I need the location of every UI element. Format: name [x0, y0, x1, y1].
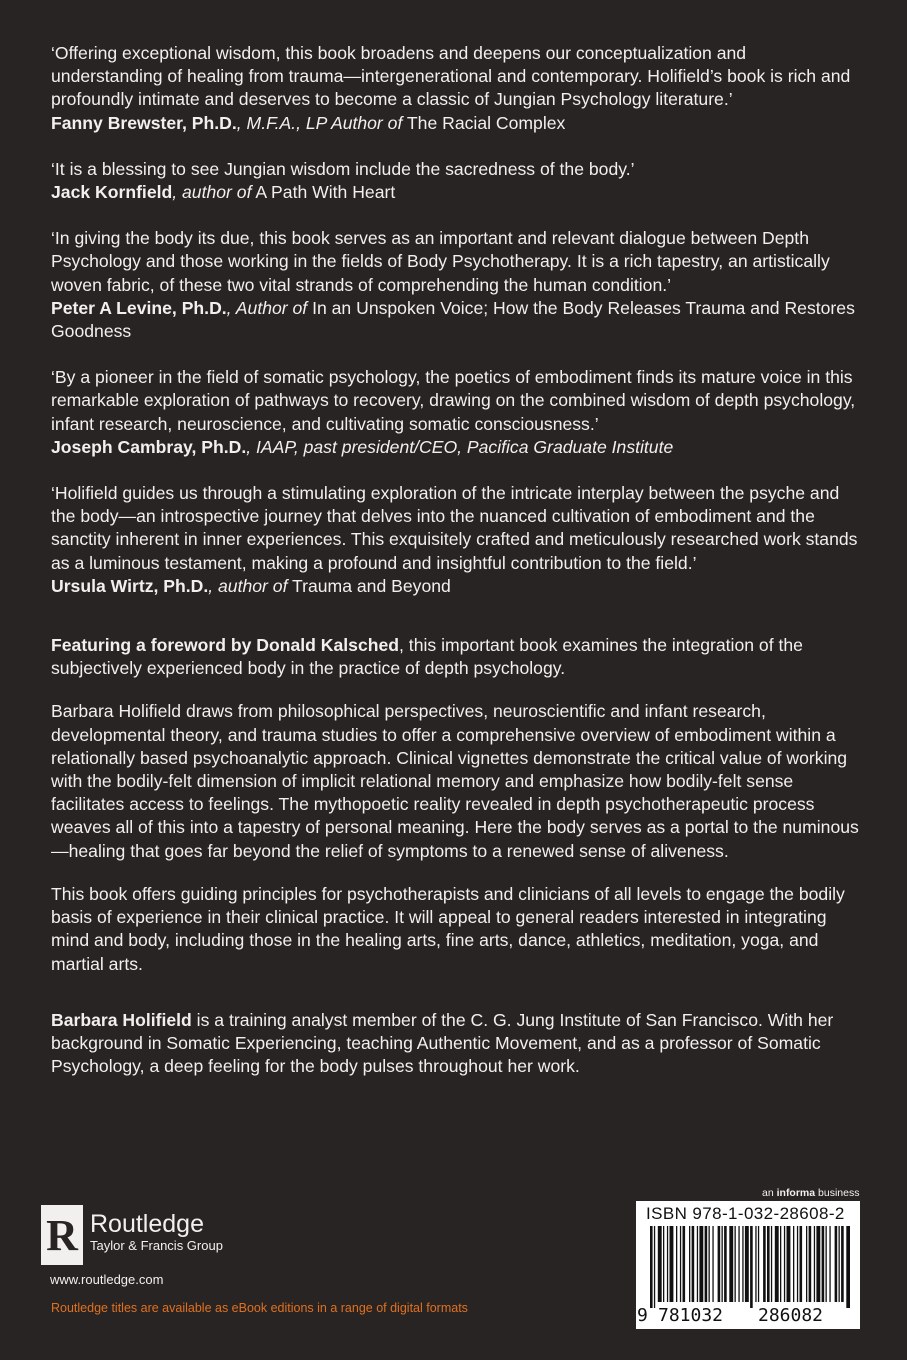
barcode-bar [846, 1226, 850, 1308]
barcode-bar [745, 1226, 749, 1302]
endorsement-quote: ‘In giving the body its due, this book serves as an important and relevant dialogue between Depth Psychology and those working in the fields of Body Psychotherapy. It is a rich tapestry, an artistically woven fabric, of these two vital strands of comprehending the human condition.’ [51, 228, 830, 295]
informa-suffix: business [815, 1187, 860, 1199]
endorser-role: , author of [172, 182, 252, 203]
barcode-bar [729, 1226, 733, 1302]
endorsement-quote: ‘Offering exceptional wisdom, this book broadens and deepens our conceptualization and understanding of healing from trauma—intergenerational and contemporary. Holifield’s book is rich and profoundly intimate and deserves to become a classic of Jungian Psychology literature.’ [51, 43, 851, 110]
barcode-bar [816, 1226, 820, 1302]
barcode-bar [709, 1226, 710, 1302]
informa-word: informa [776, 1187, 816, 1199]
endorsement-attribution [51, 436, 861, 459]
foreword-note: Featuring a foreword by Donald Kalsched [51, 635, 400, 656]
ebook-note: Routledge titles are available as eBook editions in a range of digital formats [51, 1301, 468, 1315]
barcode-bar [841, 1226, 844, 1302]
barcode-bar [814, 1226, 815, 1302]
barcode-bar [654, 1226, 655, 1308]
endorsement-quote: ‘By a pioneer in the field of somatic psychology, the poetics of embodiment finds its mature voice in this remarkable exploration of pathways to recovery, drawing on the combined wisdom of depth psychology, infant research, neuroscience, and cultivating somatic consciousness.’ [51, 367, 856, 434]
barcode-bar [699, 1226, 703, 1302]
barcode-bar [705, 1226, 708, 1302]
description-audience: This book offers guiding principles for psychotherapists and clinicians of all levels to engage the bodily basis of experience in their clinical practice. It will appeal to general readers interested in integrating mind and body, including those in the healing arts, fine arts, dance, athletics, meditation, yoga, and martial arts. [51, 883, 845, 974]
endorsement-attribution [51, 181, 861, 204]
barcode-bar [767, 1226, 770, 1302]
barcode-bar [670, 1226, 674, 1302]
author-bio-text: is a training analyst member of the C. G. Jung Institute of San Francisco. With her background in Somatic Experiencing, teaching Authentic Movement, and as a professor of Somatic Psychology, a deep feeling for the body pulses throughout her work. [51, 1009, 834, 1077]
barcode-bar [763, 1226, 766, 1302]
publisher-url: www.routledge.com [50, 1272, 164, 1287]
publisher-logo [41, 1204, 223, 1287]
barcode-bar [787, 1226, 791, 1302]
barcode-bar [829, 1226, 830, 1302]
endorsement [51, 482, 861, 598]
endorser-name: Peter A Levine, Ph.D. [51, 297, 227, 318]
barcode-bar [750, 1226, 753, 1308]
barcode-bar [809, 1226, 812, 1302]
endorser-role: , Author of [226, 297, 308, 318]
barcode-bar [735, 1226, 736, 1302]
endorsement-attribution [51, 297, 861, 343]
publisher-group: Taylor & Francis Group [90, 1238, 223, 1253]
endorser-name: Jack Kornfield [51, 182, 173, 203]
author-name: Barbara Holifield [51, 1009, 192, 1030]
barcode-bar [826, 1226, 827, 1302]
informa-business-note [762, 1187, 859, 1199]
endorser-name: Fanny Brewster, Ph.D. [51, 112, 237, 133]
routledge-logo-icon: R [41, 1205, 83, 1265]
endorsement [51, 227, 861, 343]
endorsement [51, 42, 861, 135]
endorsement-attribution [51, 112, 861, 135]
endorser-role: , IAAP, past president/CEO, Pacifica Graduate Institute [246, 436, 674, 457]
description-intro-text: , this important book examines the integration of the subjectively experienced body in the practice of depth psychology. [51, 635, 803, 679]
barcode-bar [758, 1226, 759, 1302]
barcode-bar [697, 1226, 698, 1302]
barcode-bar [692, 1226, 695, 1302]
barcode-first-digit: 9 [637, 1305, 648, 1326]
isbn-number: ISBN 978-1-032-28608-2 [646, 1204, 845, 1223]
barcode-bar [658, 1226, 662, 1302]
barcode-bar [689, 1226, 690, 1302]
barcode-bar [784, 1226, 785, 1302]
barcode-bar [724, 1226, 727, 1302]
endorser-work: A Path With Heart [251, 182, 396, 203]
informa-prefix: an [762, 1187, 777, 1199]
endorsement [51, 366, 861, 459]
barcode-bar [755, 1226, 756, 1302]
barcode-bar [676, 1226, 677, 1302]
barcode-bar [780, 1226, 781, 1302]
barcode-bar [771, 1226, 772, 1302]
endorsement-attribution [51, 575, 861, 598]
barcode-bar [742, 1226, 743, 1302]
isbn-barcode [636, 1201, 860, 1329]
description-body: Barbara Holifield draws from philosophical perspectives, neuroscientific and infant research, developmental theory, and trauma studies to offer a comprehensive overview of embodiment within a relationally based psychoanalytic approach. Clinical vignettes demonstrate the critical value of working with the bodily-felt dimension of implicit relational memory and emphasize how bodily-felt sense facilitates access to feelings. The mythopoetic reality revealed in depth psychotherapeutic process weaves all of this into a tapestry of personal meaning. Here the body serves as a portal to the numinous—healing that goes far beyond the relief of symptoms to a renewed sense of aliveness. [51, 701, 859, 861]
barcode-bar [793, 1226, 794, 1302]
barcode-bar [683, 1226, 686, 1302]
barcode-bar [800, 1226, 803, 1302]
barcode-bars [650, 1226, 850, 1308]
author-bio [51, 1009, 861, 1079]
back-cover-text [51, 42, 861, 1098]
endorser-name: Joseph Cambray, Ph.D. [51, 436, 247, 457]
endorser-work: The Racial Complex [402, 112, 566, 133]
endorser-role: , author of [208, 575, 288, 596]
endorser-name: Ursula Wirtz, Ph.D. [51, 575, 209, 596]
barcode-bar [718, 1226, 721, 1302]
barcode-right-group: 286082 [758, 1305, 824, 1326]
endorsement-quote: ‘It is a blessing to see Jungian wisdom include the sacredness of the body.’ [51, 158, 635, 179]
endorsement-quote: ‘Holifield guides us through a stimulating exploration of the intricate interplay between the psyche and the body—an introspective journey that delves into the nuanced cultivation of embodiment and the sanctity inherent in inner experiences. This exquisitely crafted and meticulously researched work stands as a luminous testament, making a profound and insightful contribution to the field.’ [51, 483, 858, 573]
barcode-bar [775, 1226, 779, 1302]
barcode-bar [822, 1226, 825, 1302]
endorsement [51, 158, 861, 204]
publisher-name: Routledge [90, 1210, 204, 1238]
barcode-bar [663, 1226, 664, 1302]
barcode-left-group: 781032 [658, 1305, 724, 1326]
barcode-bar [667, 1226, 668, 1302]
barcode-bar [650, 1226, 653, 1308]
endorser-work: In an Unspoken Voice; How the Body Releases Trauma and Restores Goodness [51, 297, 855, 342]
endorser-role: , M.F.A., LP Author of [236, 112, 403, 133]
barcode-bar [712, 1226, 713, 1302]
book-description [51, 634, 861, 1078]
barcode-bar [839, 1226, 840, 1302]
barcode-bar [797, 1226, 798, 1302]
barcode-bar [806, 1226, 807, 1302]
barcode-bar [738, 1226, 739, 1302]
description-intro [51, 634, 861, 680]
barcode-bar [722, 1226, 723, 1302]
barcode-bar [680, 1226, 681, 1302]
endorser-work: Trauma and Beyond [287, 575, 451, 596]
barcode-bar [835, 1226, 838, 1302]
